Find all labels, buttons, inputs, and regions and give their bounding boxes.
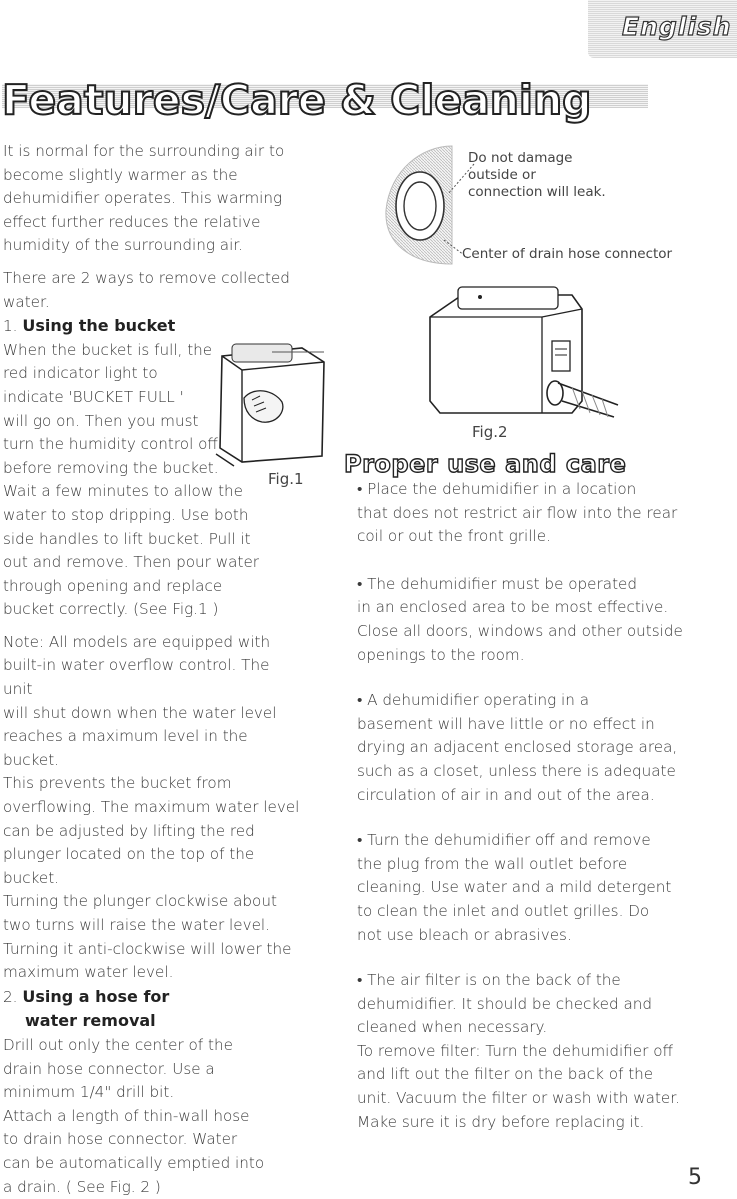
care-bullet-4: • Turn the dehumidifier off and remove the plug from the wall outlet before cleaning. Use water and a mild detergent to clean the inlet and outlet grilles. Do not use bleach or abrasives.: [357, 831, 672, 944]
fig2-bucket-hose-illustration: [422, 283, 622, 423]
fig1-caption: Fig.1: [268, 470, 304, 488]
right-column: [357, 478, 702, 1134]
method2-heading: 2. Using a hose for water removal: [3, 986, 170, 1031]
callout-do-not-damage: Do not damage outside or connection will leak.: [468, 150, 606, 200]
care-bullet-2: • The dehumidifier must be operated in an enclosed area to be most effective. Close all doors, windows and other outside openings to the room.: [357, 574, 683, 664]
page-title: Features/Care & Cleaning: [2, 76, 592, 124]
fig1-bucket-illustration: [212, 338, 332, 468]
method1-paragraph: When the bucket is full, the red indicator light to indicate 'BUCKET FULL ' will go on. Then you must turn the humidity control off before removing the bucket. Wait a few minutes to allow the water to stop dripping. Use both side handles to lift bucket. Pull it out and remove. Then pour water through opening and replace bucket correctly. (See Fig.1 ): [3, 340, 260, 619]
language-tab: [588, 0, 737, 58]
callout-center-connector: Center of drain hose connector: [462, 246, 673, 262]
method2-paragraph: Drill out only the center of the drain hose connector. Use a minimum 1/4" drill bit. Attach a length of thin-wall hose to drain hose connector. Water can be automatically emptied into a drain. ( See Fig. 2 ): [3, 1035, 265, 1196]
ways-paragraph: There are 2 ways to remove collected water.: [3, 268, 290, 311]
left-column: [3, 140, 303, 1199]
method1-heading: 1. Using the bucket: [3, 316, 176, 336]
language-label: English: [622, 12, 732, 41]
care-bullet-3: • A dehumidifier operating in a basement will have little or no effect in drying an adjacent enclosed storage area, such as a closet, unless there is adequate circulation of air in and out of the area.: [357, 691, 678, 804]
page-number: 5: [688, 1165, 702, 1190]
intro-paragraph: It is normal for the surrounding air to become slightly warmer as the dehumidifier operates. This warming effect further reduces the relative humidity of the surrounding air.: [3, 142, 285, 255]
care-bullet-5: • The air filter is on the back of the dehumidifier. It should be checked and cleaned when necessary. To remove filter: Turn the dehumidifier off and lift out the filter on the back of the unit. Vacuum the filter or wash with water. Make sure it is dry before replacing it.: [357, 971, 680, 1131]
fig2-caption: Fig.2: [472, 423, 508, 441]
note-paragraph: Note: All models are equipped with built-in water overflow control. The unit will shut down when the water level reaches a maximum level in the bucket. This prevents the bucket from overflowing. The maximum water level can be adjusted by lifting the red plunger located on the top of the bucket. Turning the plunger clockwise about two turns will raise the water level. Turning it anti-clockwise will lower the maximum water level.: [3, 632, 300, 982]
care-heading: Proper use and care: [344, 450, 627, 478]
care-bullet-1: • Place the dehumidifier in a location that does not restrict air flow into the rear coil or out the front grille.: [357, 480, 678, 546]
